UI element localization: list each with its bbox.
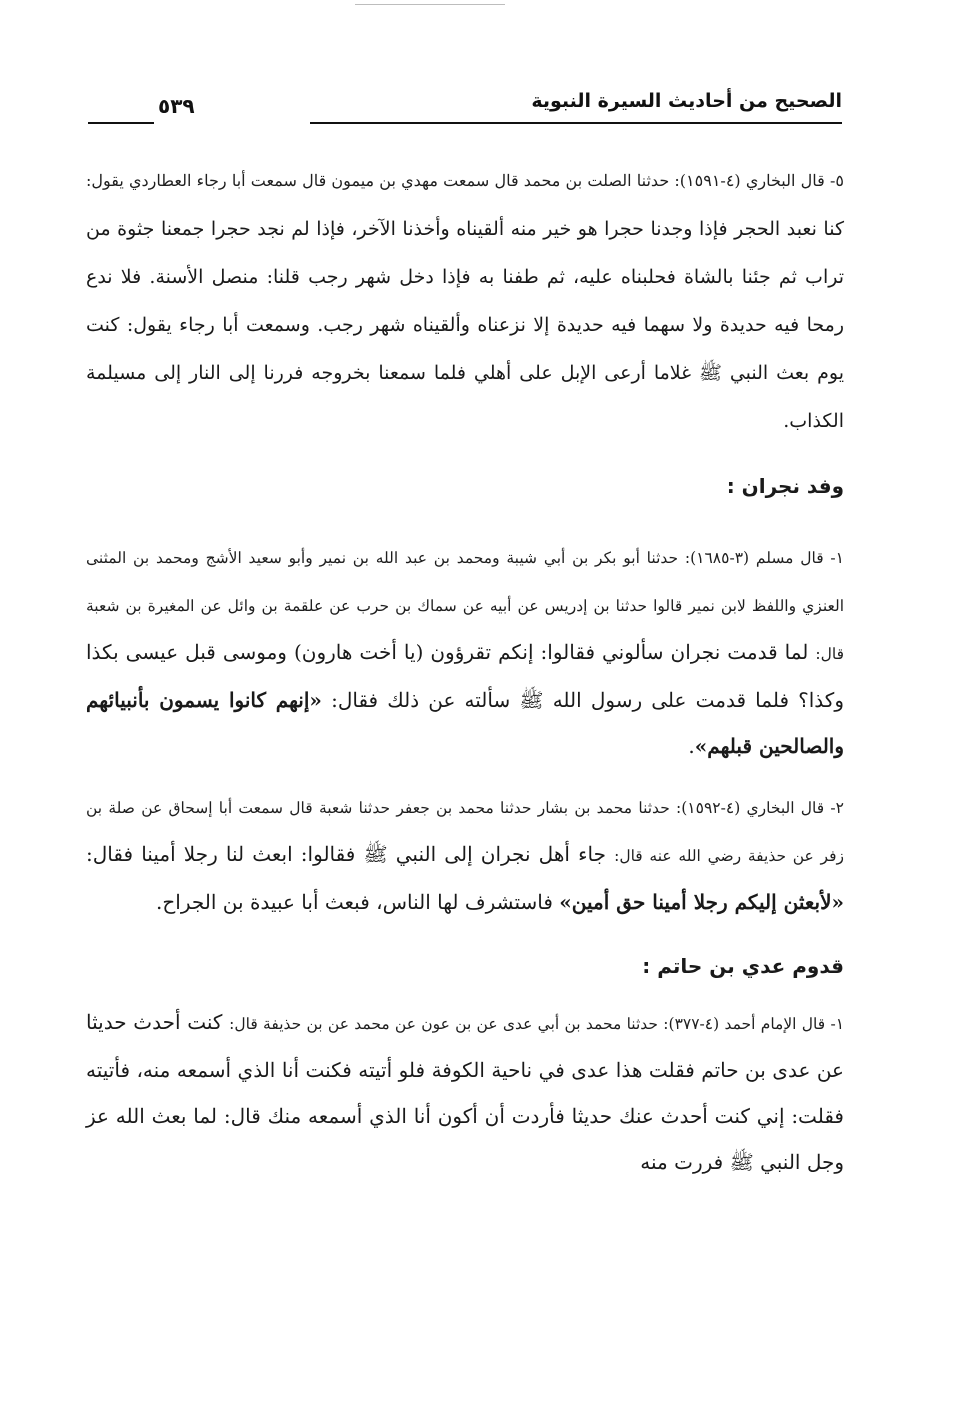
hadith-4-text: كنت أحدث حديثا عن عدى بن حاتم فقلت هذا عدى في ناحية الكوفة فلو أتيته فكنت أنا الذي أسمعه منه، فأتيته فقلت: إني كنت أحدث عنك حديثا فأردت أن أكون أنا الذي أسمعه منك قال: لما بعث الله عز وجل النبي ﷺ فررت منه [86, 1010, 844, 1174]
hadith-2-isnad: ١- قال مسلم (٣-١٦٨٥): حدثنا أبو بكر بن أبي شيبة ومحمد بن عبد الله بن نمير وأبو سعيد الأشج ومحمد بن المثنى العنزي واللفظ لابن نمير قالوا حدثنا بن إدريس عن أبيه عن سماك بن حرب عن علقمة بن وائل عن المغيرة بن شعبة قال: [86, 549, 844, 663]
page-header [88, 88, 842, 128]
hadith-3-isnad: ٢- قال البخاري (٤-١٥٩٢): حدثنا محمد بن بشار حدثنا محمد بن جعفر حدثنا شعبة قال سمعت أبا إسحاق عن صلة بن زفر عن حذيفة رضي الله عنه قال: [86, 799, 844, 865]
spacer [86, 445, 844, 459]
hadith-2-end: . [688, 734, 695, 758]
hadith-1-isnad: ٥- قال البخاري (٤-١٥٩١): حدثنا الصلت بن محمد قال سمعت مهدي بن ميمون قال سمعت أبا رجاء العطاردي يقول: [86, 171, 844, 190]
hadith-paragraph-2 [86, 533, 844, 769]
hadith-1-text: كنا نعبد الحجر فإذا وجدنا حجرا هو خير منه ألقيناه وأخذنا الآخر، فإذا لم نجد حجرا جمعنا جثوة من تراب ثم جئنا بالشاة فحلبناه عليه، ثم طفنا به فإذا دخل شهر رجب قلنا: منصل الأسنة. فلا ندع رمحا فيه حديدة ولا سهما فيه حديدة إلا نزعناه وألقيناه شهر رجب. وسمعت أبا رجاء يقول: كنت يوم بعث النبي ﷺ غلاما أرعى الإبل على أهلي فلما سمعنا بخروجه فررنا إلى النار إلى مسيلمة الكذاب. [86, 218, 844, 432]
hadith-3-quote: «لأبعثن إليكم رجلا أمينا حق أمين» [559, 890, 844, 914]
page-number: ٥٣٩ [158, 94, 195, 118]
header-rule-left [88, 122, 154, 124]
hadith-3-end: فاستشرف لها الناس، فبعث أبا عبيدة بن الجراح. [156, 890, 560, 914]
page-body [86, 156, 844, 1185]
hadith-2-quote: «إنهم كانوا يسمون بأنبيائهم والصالحين قبلهم» [86, 688, 844, 758]
top-edge-rule [355, 4, 505, 5]
spacer [86, 925, 844, 939]
section-heading-najran: وفد نجران : [726, 474, 844, 498]
section-heading-adi-bin-hatim: قدوم عدي بن حاتم : [642, 954, 844, 978]
hadith-4-isnad: ١- قال الإمام أحمد (٤-٣٧٧): حدثنا محمد بن أبي عدى عن بن عون عن محمد عن بن حذيفة قال: [229, 1015, 845, 1033]
hadith-3-text: جاء أهل نجران إلى النبي ﷺ فقالوا: ابعث لنا رجلا أمينا فقال: [86, 842, 615, 866]
hadith-2-text: لما قدمت نجران سألوني فقالوا: إنكم تقرؤون (يا أخت هارون) وموسى قبل عيسى بكذا وكذا؟ فلما قدمت على رسول الله ﷺ سألته عن ذلك فقال: [86, 640, 844, 712]
hadith-paragraph-3 [86, 783, 844, 925]
header-rule-right [310, 122, 842, 124]
hadith-paragraph-4 [86, 999, 844, 1185]
spacer [86, 519, 844, 533]
spacer [86, 769, 844, 783]
hadith-paragraph-1 [86, 156, 844, 445]
running-title: الصحيح من أحاديث السيرة النبوية [531, 90, 842, 112]
